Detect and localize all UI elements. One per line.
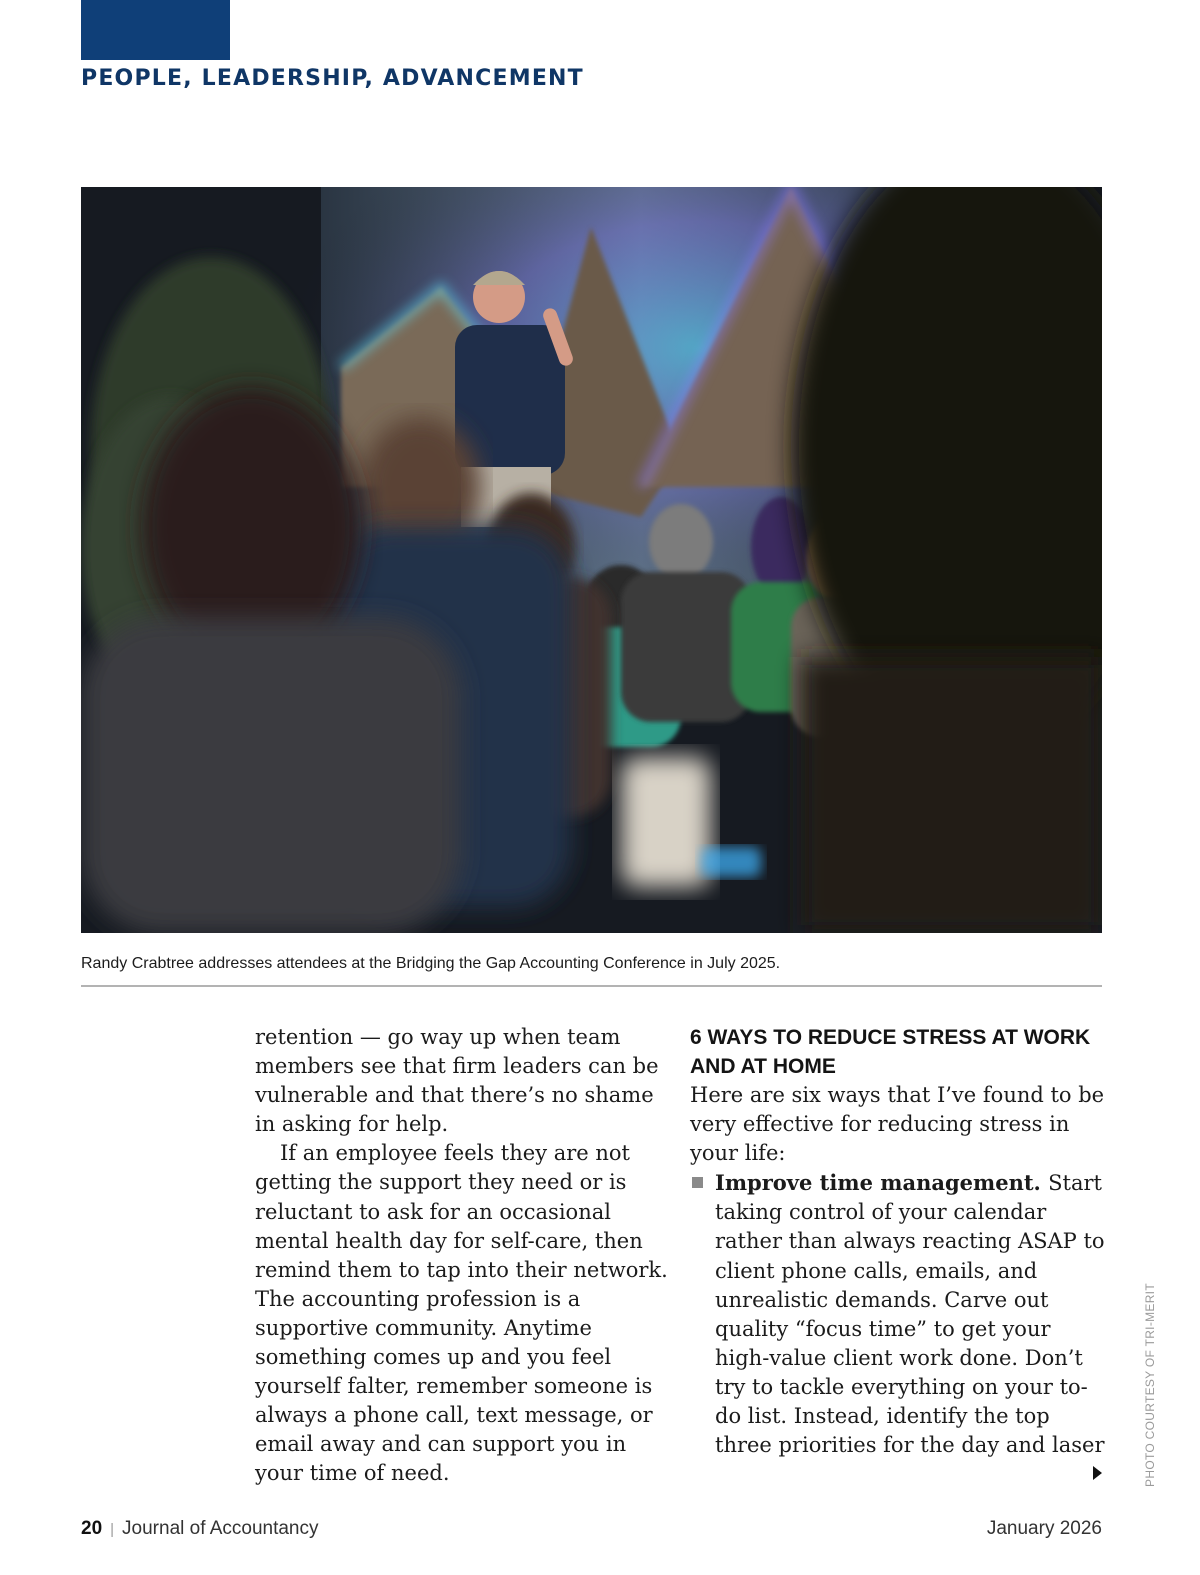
- bullet-text: Start taking control of your calendar rather than always reacting ASAP to client phone calls, emails, and unrealistic demands. Carve out quality “focus time” to get your high-value client work done. Don’t try to tackle everything on your to-do list. Instead, identify the top three priorities for the day and laser: [715, 1171, 1105, 1458]
- bullet-title: Improve time management.: [715, 1170, 1049, 1196]
- section-label: PEOPLE, LEADERSHIP, ADVANCEMENT: [81, 66, 584, 91]
- section-heading: 6 WAYS TO REDUCE STRESS AT WORK AND AT HOME: [690, 1026, 1091, 1078]
- continued-arrow-icon: [1093, 1466, 1102, 1480]
- publication-name: Journal of Accountancy: [122, 1518, 319, 1539]
- section-color-block: [81, 0, 230, 60]
- footer-separator: |: [110, 1521, 115, 1538]
- body-paragraph: If an employee feels they are not getting the support they need or is reluctant to ask for an occasional mental health day for self-care, then remind them to tap into their network. The accounting profession is a supportive community. Anytime something comes up and you feel yourself falter, remember someone is always a phone call, text message, or email away and can support you in your time of need.: [255, 1141, 668, 1486]
- body-paragraph: retention — go way up when team members see that firm leaders can be vulnerable and that there’s no shame in asking for help.: [255, 1025, 659, 1137]
- right-column: [690, 1023, 1110, 1460]
- bullet-square-icon: [692, 1177, 703, 1188]
- left-column: [255, 1023, 675, 1489]
- bullet-item: [690, 1168, 1110, 1460]
- intro-paragraph: Here are six ways that I’ve found to be very effective for reducing stress in your life:: [690, 1083, 1105, 1166]
- photo-caption: Randy Crabtree addresses attendees at the Bridging the Gap Accounting Conference in July 2025.: [81, 955, 781, 972]
- conference-photo-illustration: [81, 187, 1102, 933]
- conference-photo: [81, 187, 1102, 933]
- issue-date: January 2026: [986, 1518, 1102, 1539]
- photo-credit: PHOTO COURTESY OF TRI-MERIT: [1143, 1283, 1157, 1487]
- caption-divider: [81, 985, 1102, 987]
- page-number: 20: [81, 1518, 103, 1539]
- footer-left: [81, 1518, 319, 1540]
